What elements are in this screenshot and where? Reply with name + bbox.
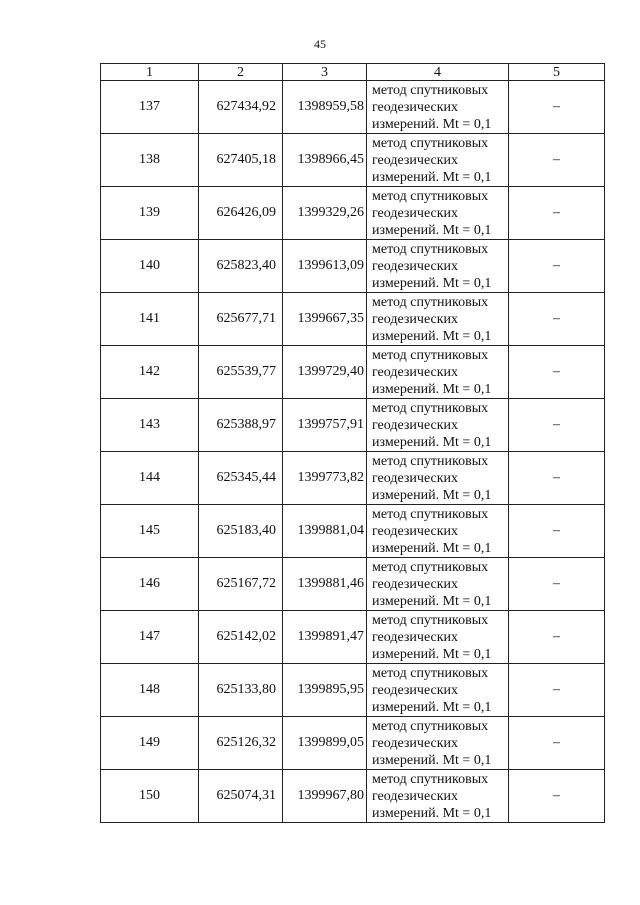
point-number-cell: 139 (101, 187, 199, 240)
y-coordinate-cell: 1399899,05 (283, 717, 367, 770)
note-cell: – (509, 770, 605, 823)
note-cell: – (509, 240, 605, 293)
table-row (101, 187, 605, 240)
y-coordinate-cell: 1399773,82 (283, 452, 367, 505)
method-line: метод спутниковых (372, 188, 489, 204)
x-coordinate-cell: 625677,71 (199, 293, 283, 346)
method-line: геодезических (372, 152, 459, 168)
method-cell (367, 558, 509, 611)
method-cell (367, 293, 509, 346)
table-row (101, 134, 605, 187)
y-coordinate-cell: 1399329,26 (283, 187, 367, 240)
method-line: метод спутниковых (372, 294, 489, 310)
point-number-cell: 150 (101, 770, 199, 823)
note-cell: – (509, 187, 605, 240)
table-row (101, 770, 605, 823)
x-coordinate-cell: 625183,40 (199, 505, 283, 558)
table-row (101, 452, 605, 505)
x-coordinate-cell: 625388,97 (199, 399, 283, 452)
method-cell (367, 664, 509, 717)
method-line: измерений. Mt = 0,1 (372, 116, 492, 132)
x-coordinate-cell: 625539,77 (199, 346, 283, 399)
method-line: метод спутниковых (372, 135, 489, 151)
y-coordinate-cell: 1399881,04 (283, 505, 367, 558)
table-header-row (101, 64, 605, 81)
table-row (101, 717, 605, 770)
method-line: измерений. Mt = 0,1 (372, 381, 492, 397)
table-row (101, 558, 605, 611)
point-number-cell: 142 (101, 346, 199, 399)
column-header: 4 (367, 64, 509, 81)
x-coordinate-cell: 627434,92 (199, 81, 283, 134)
method-line: измерений. Mt = 0,1 (372, 805, 492, 821)
method-line: метод спутниковых (372, 559, 489, 575)
table-row (101, 240, 605, 293)
table-row (101, 664, 605, 717)
note-cell: – (509, 611, 605, 664)
table-row (101, 505, 605, 558)
y-coordinate-cell: 1399613,09 (283, 240, 367, 293)
table-body (101, 81, 605, 823)
method-line: геодезических (372, 417, 459, 433)
note-cell: – (509, 664, 605, 717)
method-cell (367, 505, 509, 558)
note-cell: – (509, 346, 605, 399)
method-line: геодезических (372, 523, 459, 539)
point-number-cell: 147 (101, 611, 199, 664)
coordinates-table (100, 63, 605, 823)
method-line: геодезических (372, 576, 459, 592)
method-line: метод спутниковых (372, 400, 489, 416)
column-header: 3 (283, 64, 367, 81)
table-row (101, 81, 605, 134)
method-line: метод спутниковых (372, 718, 489, 734)
table-row (101, 293, 605, 346)
y-coordinate-cell: 1399891,47 (283, 611, 367, 664)
column-header: 1 (101, 64, 199, 81)
method-cell (367, 611, 509, 664)
method-line: измерений. Mt = 0,1 (372, 434, 492, 450)
note-cell: – (509, 452, 605, 505)
note-cell: – (509, 134, 605, 187)
table-row (101, 399, 605, 452)
method-line: измерений. Mt = 0,1 (372, 328, 492, 344)
x-coordinate-cell: 625345,44 (199, 452, 283, 505)
x-coordinate-cell: 625074,31 (199, 770, 283, 823)
method-cell (367, 81, 509, 134)
method-line: метод спутниковых (372, 771, 489, 787)
x-coordinate-cell: 626426,09 (199, 187, 283, 240)
x-coordinate-cell: 625823,40 (199, 240, 283, 293)
method-line: метод спутниковых (372, 453, 489, 469)
y-coordinate-cell: 1399729,40 (283, 346, 367, 399)
method-line: геодезических (372, 735, 459, 751)
note-cell: – (509, 81, 605, 134)
point-number-cell: 137 (101, 81, 199, 134)
table-row (101, 346, 605, 399)
method-cell (367, 187, 509, 240)
y-coordinate-cell: 1399667,35 (283, 293, 367, 346)
note-cell: – (509, 717, 605, 770)
method-line: измерений. Mt = 0,1 (372, 487, 492, 503)
method-line: измерений. Mt = 0,1 (372, 646, 492, 662)
method-cell (367, 770, 509, 823)
note-cell: – (509, 558, 605, 611)
method-line: измерений. Mt = 0,1 (372, 593, 492, 609)
y-coordinate-cell: 1398966,45 (283, 134, 367, 187)
method-line: геодезических (372, 788, 459, 804)
table-row (101, 611, 605, 664)
point-number-cell: 148 (101, 664, 199, 717)
method-line: геодезических (372, 682, 459, 698)
method-cell (367, 240, 509, 293)
method-line: геодезических (372, 205, 459, 221)
note-cell: – (509, 293, 605, 346)
point-number-cell: 140 (101, 240, 199, 293)
point-number-cell: 141 (101, 293, 199, 346)
column-header: 5 (509, 64, 605, 81)
method-line: измерений. Mt = 0,1 (372, 699, 492, 715)
method-cell (367, 399, 509, 452)
method-line: измерений. Mt = 0,1 (372, 752, 492, 768)
point-number-cell: 146 (101, 558, 199, 611)
point-number-cell: 144 (101, 452, 199, 505)
method-line: метод спутниковых (372, 612, 489, 628)
x-coordinate-cell: 625142,02 (199, 611, 283, 664)
method-line: геодезических (372, 99, 459, 115)
method-line: измерений. Mt = 0,1 (372, 540, 492, 556)
y-coordinate-cell: 1399757,91 (283, 399, 367, 452)
method-line: геодезических (372, 258, 459, 274)
point-number-cell: 143 (101, 399, 199, 452)
y-coordinate-cell: 1399967,80 (283, 770, 367, 823)
x-coordinate-cell: 625126,32 (199, 717, 283, 770)
y-coordinate-cell: 1399881,46 (283, 558, 367, 611)
method-line: геодезических (372, 470, 459, 486)
x-coordinate-cell: 625133,80 (199, 664, 283, 717)
page-number: 45 (314, 37, 326, 51)
method-cell (367, 346, 509, 399)
x-coordinate-cell: 627405,18 (199, 134, 283, 187)
method-line: геодезических (372, 364, 459, 380)
method-line: метод спутниковых (372, 665, 489, 681)
x-coordinate-cell: 625167,72 (199, 558, 283, 611)
method-line: метод спутниковых (372, 347, 489, 363)
point-number-cell: 149 (101, 717, 199, 770)
method-line: геодезических (372, 311, 459, 327)
method-cell (367, 134, 509, 187)
method-line: метод спутниковых (372, 506, 489, 522)
point-number-cell: 138 (101, 134, 199, 187)
y-coordinate-cell: 1398959,58 (283, 81, 367, 134)
method-cell (367, 452, 509, 505)
point-number-cell: 145 (101, 505, 199, 558)
method-line: измерений. Mt = 0,1 (372, 169, 492, 185)
method-line: метод спутниковых (372, 241, 489, 257)
note-cell: – (509, 505, 605, 558)
method-line: измерений. Mt = 0,1 (372, 275, 492, 291)
method-line: геодезических (372, 629, 459, 645)
y-coordinate-cell: 1399895,95 (283, 664, 367, 717)
method-line: метод спутниковых (372, 82, 489, 98)
note-cell: – (509, 399, 605, 452)
column-header: 2 (199, 64, 283, 81)
method-line: измерений. Mt = 0,1 (372, 222, 492, 238)
method-cell (367, 717, 509, 770)
